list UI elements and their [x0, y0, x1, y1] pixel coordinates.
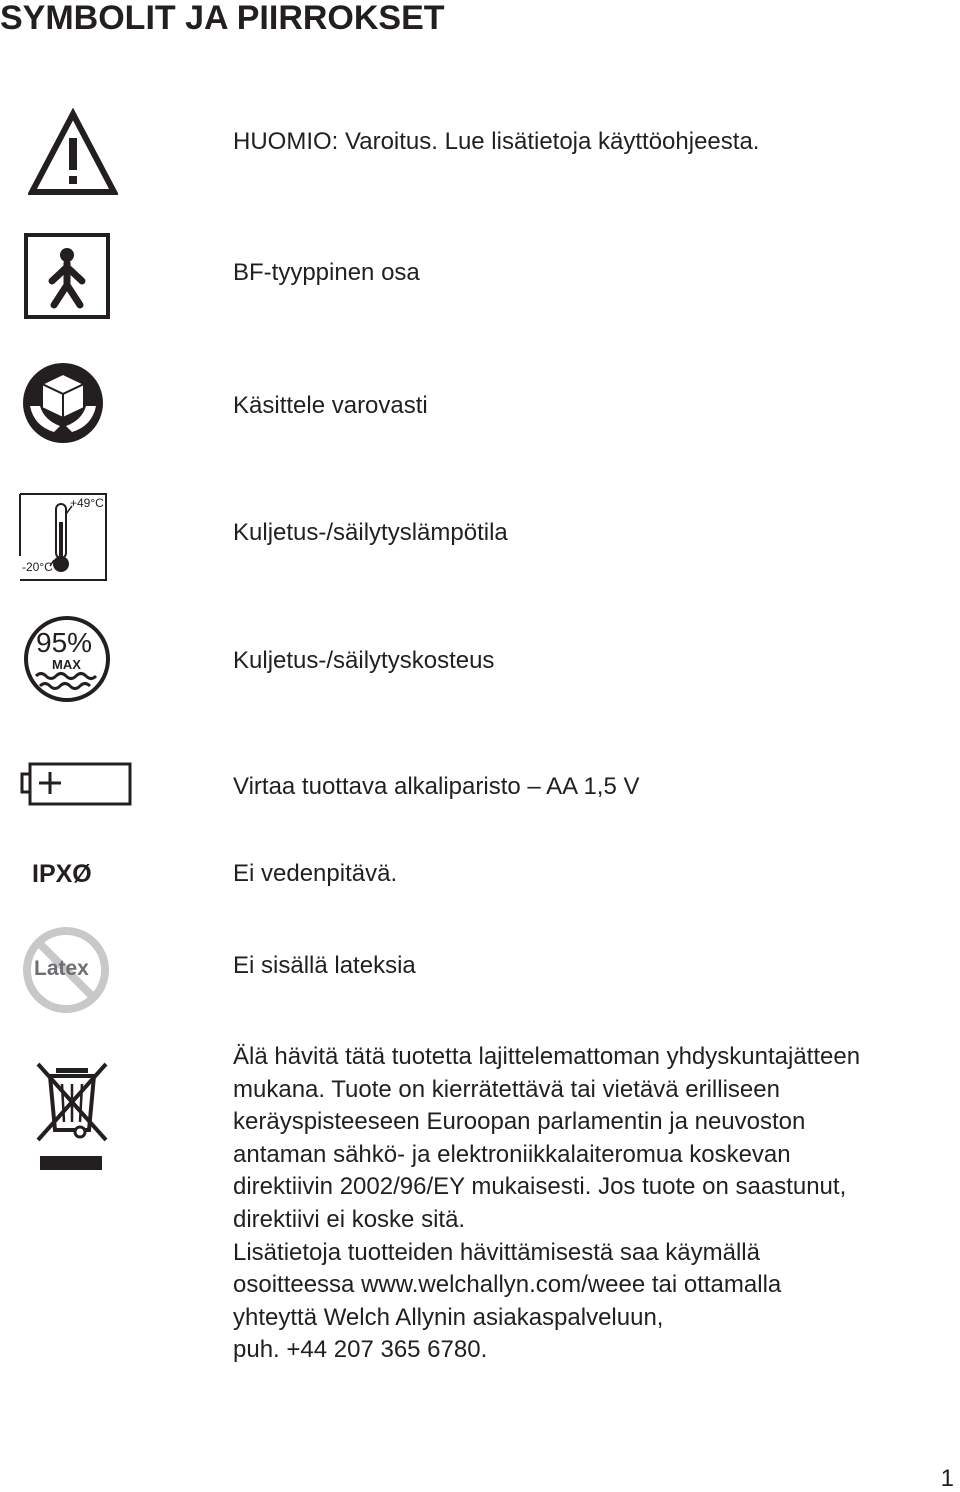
weee-line: yhteyttä Welch Allynin asiakaspalveluun,	[233, 1303, 664, 1331]
handle-with-care-icon	[20, 360, 106, 446]
weee-line: puh. +44 207 365 6780.	[233, 1336, 488, 1364]
ipx0-description: Ei vedenpitävä.	[233, 860, 398, 887]
weee-line: osoitteessa www.welchallyn.com/weee tai ottamalla	[233, 1271, 782, 1299]
weee-line: Älä hävitä tätä tuotetta lajittelemattoman yhdyskuntajätteen	[233, 1043, 861, 1070]
temperature-description: Kuljetus-/säilytyslämpötila	[233, 519, 508, 546]
weee-disposal-text	[233, 1041, 860, 1367]
weee-line: keräyspisteeseen Euroopan parlamentin ja neuvoston	[233, 1108, 806, 1136]
weee-line: direktiivi ei koske sitä.	[233, 1205, 466, 1233]
battery-icon	[20, 762, 132, 806]
temperature-max-label: +49°C	[70, 496, 104, 510]
humidity-description: Kuljetus-/säilytyskosteus	[233, 647, 495, 674]
weee-line: antaman sähkö- ja elektroniikkalaiteromua koskevan	[233, 1140, 791, 1168]
warning-triangle-icon	[28, 108, 118, 196]
humidity-value: 95%	[36, 627, 93, 658]
weee-line: mukana. Tuote on kierrätettävä tai vietävä erilliseen	[233, 1075, 780, 1103]
weee-crossed-bin-icon	[34, 1060, 110, 1172]
warning-description: HUOMIO: Varoitus. Lue lisätietoja käyttöohjeesta.	[233, 128, 760, 155]
bf-type-description: BF-tyyppinen osa	[233, 259, 420, 286]
ipx0-icon: IPXØ	[32, 860, 92, 888]
weee-line: Lisätietoja tuotteiden hävittämisestä saa käymällä	[233, 1238, 760, 1266]
page-number: 1	[940, 1465, 954, 1492]
temperature-min-label: -20°C	[22, 560, 53, 574]
page-title: SYMBOLIT JA PIIRROKSET	[0, 0, 445, 37]
latex-label: Latex	[34, 957, 89, 980]
battery-description: Virtaa tuottava alkaliparisto – AA 1,5 V	[233, 773, 640, 800]
humidity-limit-icon	[22, 614, 112, 704]
no-latex-description: Ei sisällä lateksia	[233, 952, 416, 979]
bf-type-part-icon	[24, 233, 110, 319]
no-latex-icon	[22, 926, 110, 1014]
temperature-limit-icon	[18, 492, 108, 582]
weee-line: direktiivin 2002/96/EY mukaisesti. Jos tuote on saastunut,	[233, 1173, 847, 1201]
humidity-max-label: MAX	[52, 657, 81, 672]
handle-with-care-description: Käsittele varovasti	[233, 392, 428, 419]
